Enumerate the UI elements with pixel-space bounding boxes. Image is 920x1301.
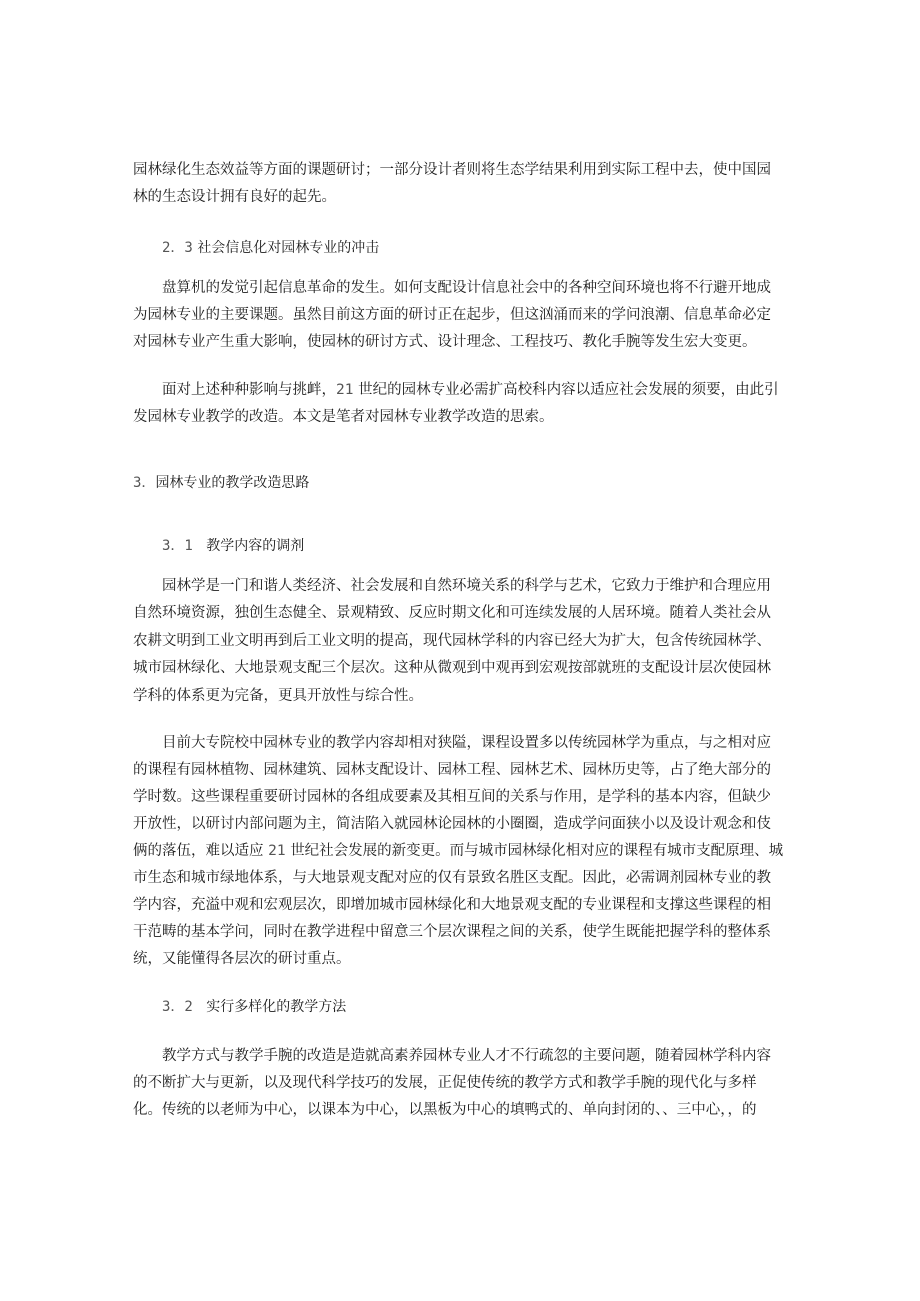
- section-number: 2．3: [162, 240, 193, 256]
- text-line: 的课程有园林植物、园林建筑、园林支配设计、园林工程、园林艺术、园林历史等，占了绝大部分的: [133, 762, 771, 778]
- text-line: 农耕文明到工业文明再到后工业文明的提高，现代园林学科的内容已经大为扩大，包含传统园林学、: [133, 633, 771, 649]
- section-title: 社会信息化对园林专业的冲击: [197, 240, 380, 256]
- text-line: 自然环境资源，独创生态健全、景观精致、反应时期文化和可连续发展的人居环境。随着人类社会从: [133, 605, 771, 621]
- text-line: 盘算机的发觉引起信息革命的发生。如何支配设计信息社会中的各种空间环境也将不行避开地成: [162, 280, 771, 296]
- section-heading-3: [133, 473, 309, 493]
- text-segment: 俩的落伍，难以适应: [133, 843, 264, 859]
- section-title: 园林专业的教学改造思路: [155, 475, 310, 491]
- text-line: 市生态和城市绿地体系，与大地景观支配对应的仅有景致名胜区支配。因此，必需调剂园林专业的教: [133, 870, 771, 886]
- text-line: 开放性，以研讨内部问题为主，简洁陷入就园林论园林的小圈圈，造成学问面狭小以及设计观念和伎: [133, 816, 771, 832]
- text-line: [162, 380, 779, 400]
- text-line: 对园林专业产生重大影响，使园林的研讨方式、设计理念、工程技巧、教化手腕等发生宏大变更。: [133, 334, 757, 350]
- text-line: 城市园林绿化、大地景观支配三个层次。这种从微观到中观再到宏观按部就班的支配设计层次使园林: [133, 660, 771, 676]
- text-line: 化。传统的以老师为中心，以课本为中心，以黑板为中心的填鸭式的、单向封闭的、、三中心，，的: [133, 1102, 757, 1118]
- text-line: 统，又能懂得各层次的研讨重点。: [133, 951, 351, 967]
- section-title: 教学内容的调剂: [206, 538, 305, 554]
- text-line: 发园林专业教学的改造。本文是笔者对园林专业教学改造的思索。: [133, 409, 554, 425]
- section-number: 3．: [133, 475, 156, 491]
- section-title: 实行多样化的教学方法: [206, 999, 347, 1015]
- text-line: 教学方式与教学手腕的改造是造就高素养园林专业人才不行疏忽的主要问题，随着园林学科内容: [162, 1048, 771, 1064]
- section-heading-3-2: [162, 997, 346, 1017]
- text-line: 园林绿化生态效益等方面的课题研讨；一部分设计者则将生态学结果利用到实际工程中去，使中国园: [133, 162, 771, 178]
- number-segment: 21: [336, 382, 354, 398]
- text-segment: 世纪社会发展的新变更。而与城市园林绿化相对应的课程有城市支配原理、城: [290, 843, 784, 859]
- section-heading-2-3: [162, 238, 379, 258]
- text-line: 的不断扩大与更新，以及现代科学技巧的发展，正促使传统的教学方式和教学手腕的现代化与多样: [133, 1075, 757, 1091]
- text-line: 学时数。这些课程重要研讨园林的各组成要素及其相互间的关系与作用，是学科的基本内容，但缺少: [133, 789, 771, 805]
- number-segment: 21: [268, 843, 286, 859]
- text-line: 园林学是一门和谐人类经济、社会发展和自然环境关系的科学与艺术，它致力于维护和合理应用: [162, 578, 771, 594]
- section-heading-3-1: [162, 536, 304, 556]
- section-number: 3．1: [162, 538, 193, 554]
- text-segment: 面对上述种种影响与挑衅，: [162, 382, 336, 398]
- text-line: 学科的体系更为完备，更具开放性与综合性。: [133, 688, 423, 704]
- text-line: 林的生态设计拥有良好的起先。: [133, 189, 336, 205]
- text-segment: 世纪的园林专业必需扩高校科内容以适应社会发展的须要，由此引: [358, 382, 779, 398]
- section-number: 3．2: [162, 999, 193, 1015]
- text-line: 目前大专院校中园林专业的教学内容却相对狭隘，课程设置多以传统园林学为重点，与之相对应: [162, 735, 771, 751]
- text-line: 学内容，充溢中观和宏观层次，即增加城市园林绿化和大地景观支配的专业课程和支撑这些课程的相: [133, 897, 771, 913]
- text-line: 为园林专业的主要课题。虽然目前这方面的研讨正在起步，但这汹涌而来的学问浪潮、信息革命必定: [133, 307, 771, 323]
- text-line: 干范畴的基本学问，同时在教学进程中留意三个层次课程之间的关系，使学生既能把握学科的整体系: [133, 924, 771, 940]
- text-line: [133, 841, 783, 861]
